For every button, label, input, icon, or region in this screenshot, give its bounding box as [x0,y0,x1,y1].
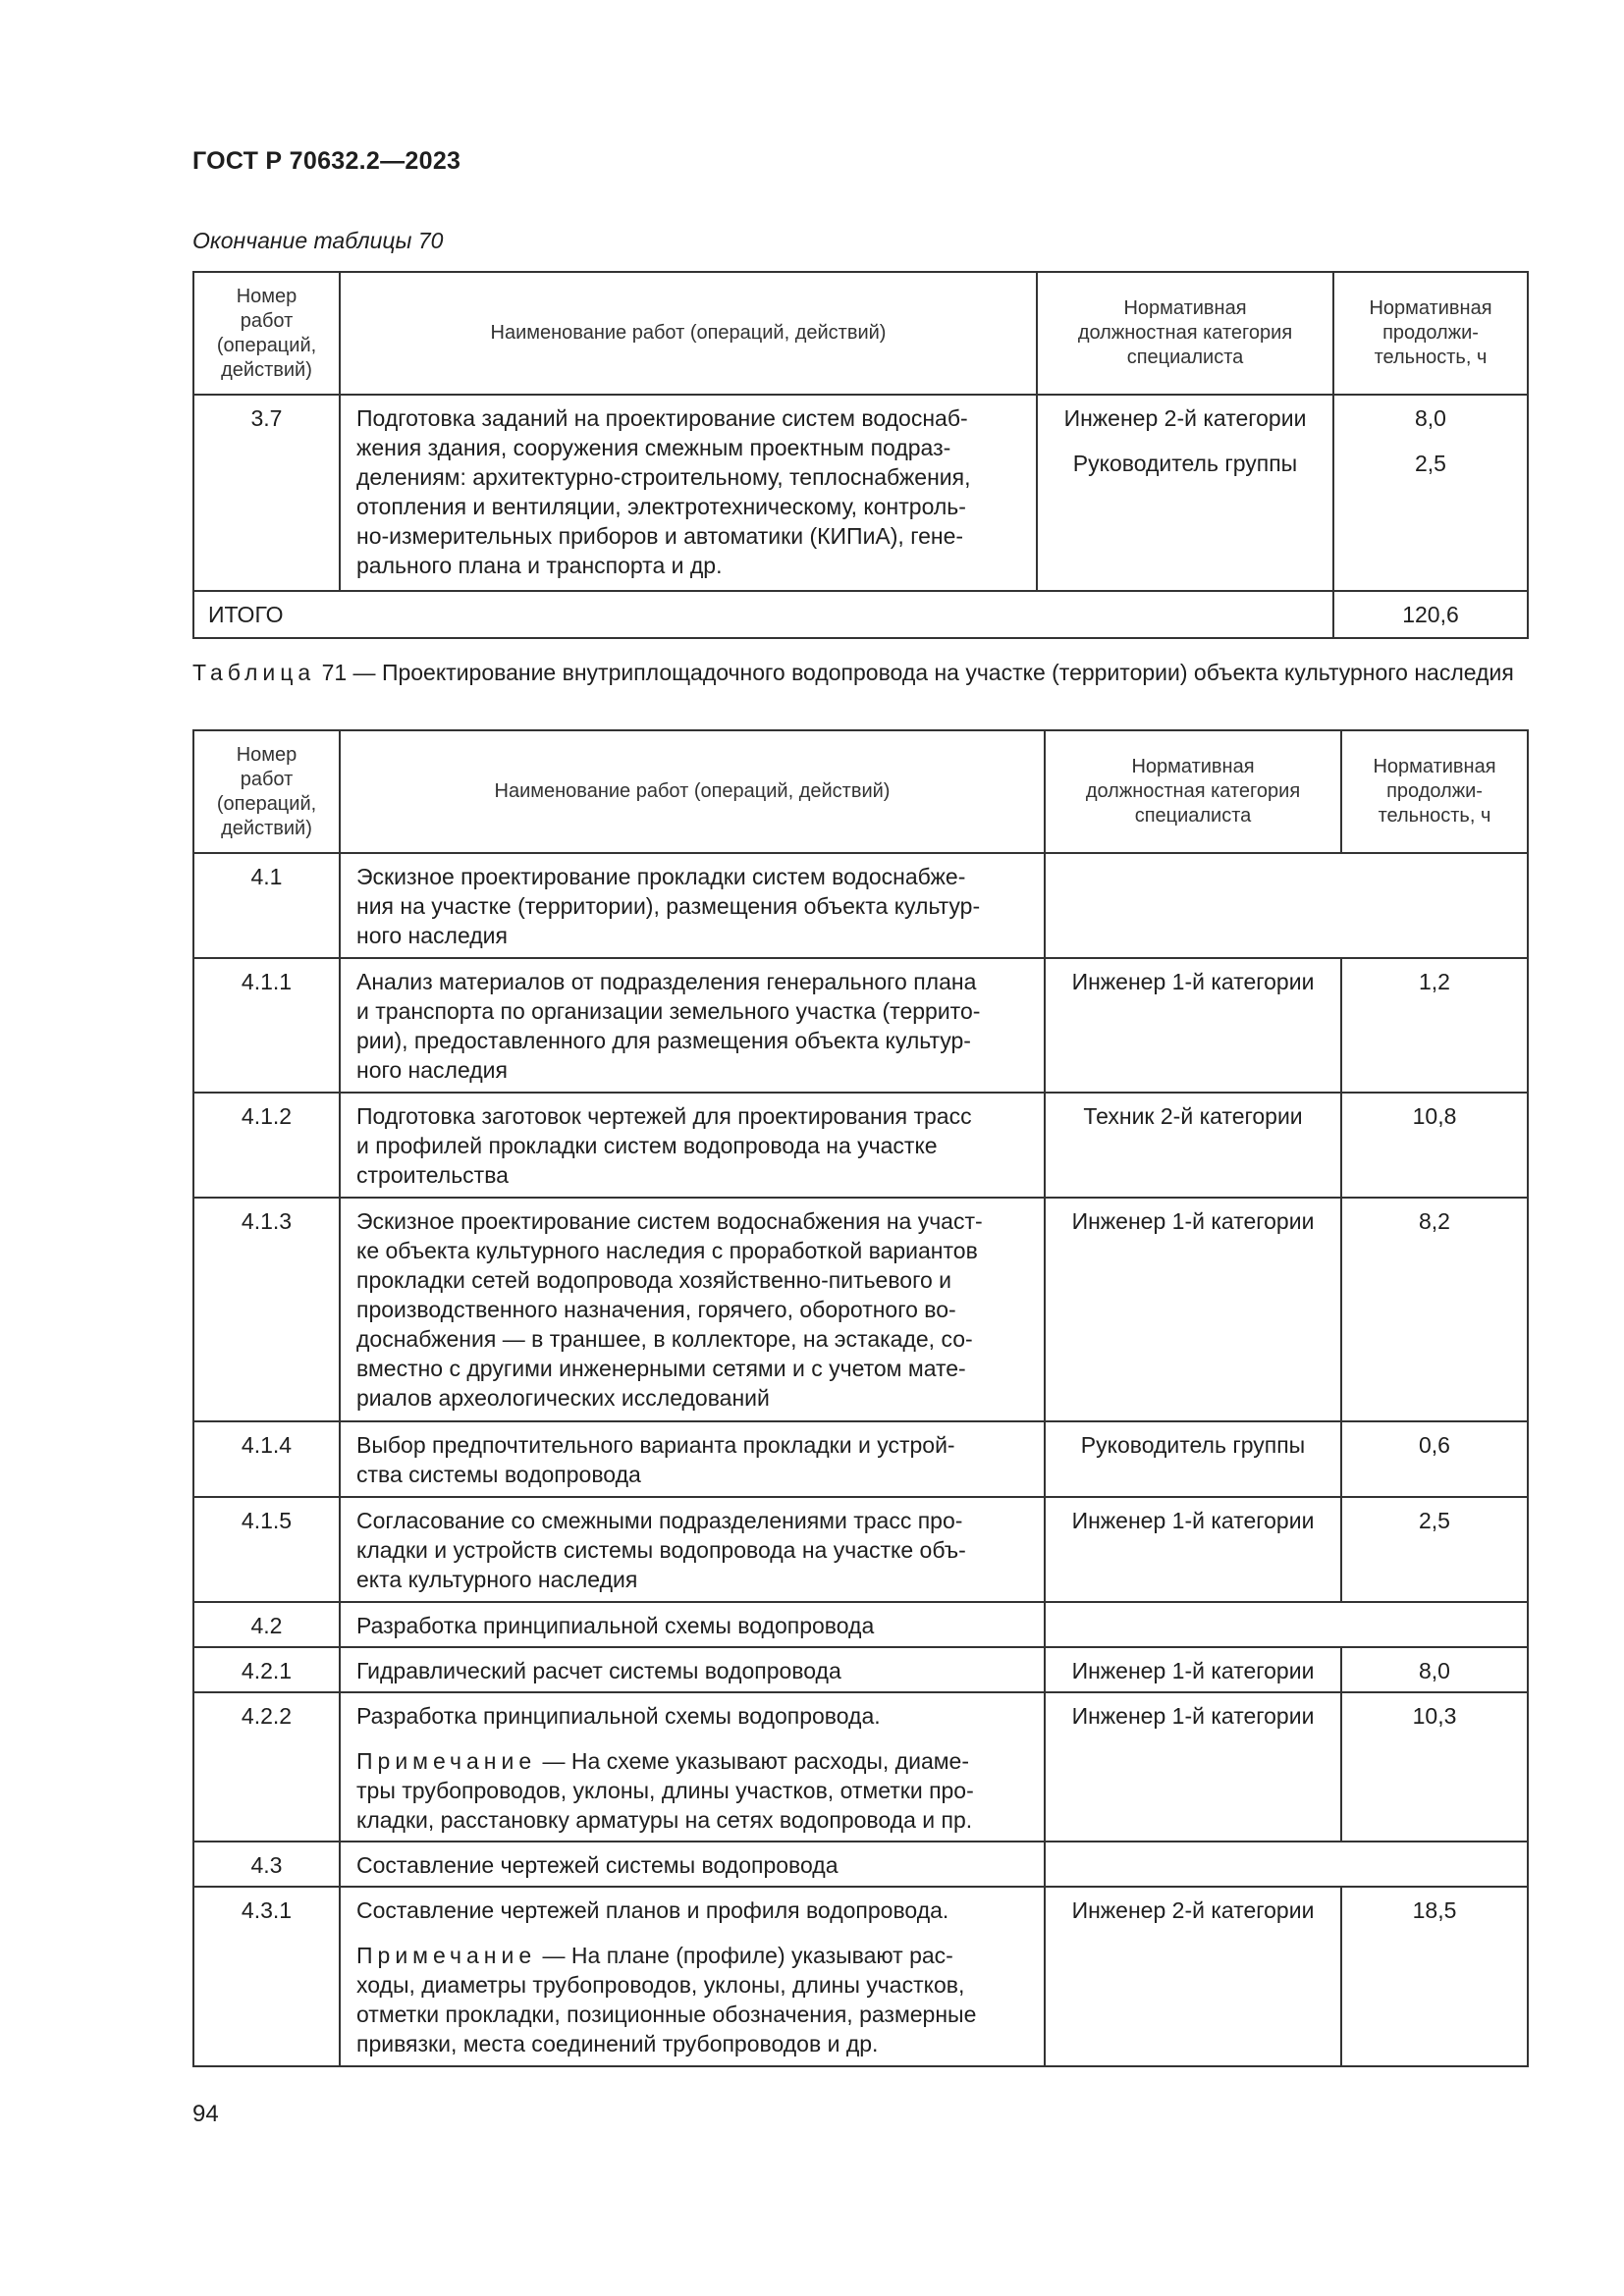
table-row [193,1497,1528,1602]
table-row [193,1692,1528,1842]
row-num: 4.1.4 [193,1421,340,1497]
table-71 [192,729,1529,2067]
row-name: Эскизное проектирование прокладки систем водоснабже- ния на участке (территории), размещения объекта культур- ного наследия [340,853,1045,958]
row-hours: 10,8 [1341,1093,1528,1198]
row-name: Анализ материалов от подразделения генерального плана и транспорта по организации земельного участка (террито- рии), предоставленного для размещения объекта культур- ного наследия [340,958,1045,1093]
table-70 [192,271,1529,639]
row-name: Гидравлический расчет системы водопровода [340,1647,1045,1692]
row-category: Руководитель группы [1045,1421,1341,1497]
row-num: 4.3 [193,1842,340,1887]
table-row [193,1602,1528,1647]
table-header-row [193,272,1528,395]
header-duration: Нормативная продолжи- тельность, ч [1333,272,1528,395]
table-row [193,853,1528,958]
table-row [193,395,1528,591]
table-row [193,1421,1528,1497]
row-empty-cell [1045,853,1528,958]
row-name: Согласование со смежными подразделениями трасс про- кладки и устройств системы водопровода на участке объ- екта культурного наследия [340,1497,1045,1602]
table-row [193,1887,1528,2066]
row-num: 4.1.2 [193,1093,340,1198]
row-hours: 10,3 [1341,1692,1528,1842]
row-num: 4.2.2 [193,1692,340,1842]
row-name: Разработка принципиальной схемы водопровода [340,1602,1045,1647]
total-row [193,591,1528,638]
table-row [193,1198,1528,1421]
table71-caption: Таблица 71 — Проектирование внутриплощадочного водопровода на участке (территории) объекта культурного наследия [192,660,1514,685]
page-number: 94 [192,2101,219,2127]
header-duration: Нормативная продолжи- тельность, ч [1341,730,1528,853]
row-empty-cell [1045,1602,1528,1647]
table70-caption: Окончание таблицы 70 [192,228,444,253]
table-header-row [193,730,1528,853]
row-hours: 2,5 [1341,1497,1528,1602]
row-hours: 8,0 2,5 [1333,395,1528,591]
row-name: Подготовка заданий на проектирование систем водоснаб- жения здания, сооружения смежным проектным подраз- делениям: архитектурно-строительному, теплоснабжения, отопления и вентиляции, электротехническому, контроль- но-измерительных приборов и автоматики (КИПиА), гене- рального плана и транспорта и др. [340,395,1037,591]
row-num: 4.3.1 [193,1887,340,2066]
row-category: Инженер 2-й категории [1045,1887,1341,2066]
table-row [193,1647,1528,1692]
row-name: Разработка принципиальной схемы водопровода. Примечание — На схеме указывают расходы, диаме- тры трубопроводов, уклоны, длины участков, отметки про- кладки, расстановку арматуры на сетях водопровода и пр. [340,1692,1045,1842]
row-name: Подготовка заготовок чертежей для проектирования трасс и профилей прокладки систем водопровода на участке строительства [340,1093,1045,1198]
document-header: ГОСТ Р 70632.2—2023 [192,147,461,175]
table-row [193,1842,1528,1887]
total-value: 120,6 [1333,591,1528,638]
row-category: Инженер 1-й категории [1045,958,1341,1093]
row-hours: 8,0 [1341,1647,1528,1692]
row-category: Инженер 1-й категории [1045,1647,1341,1692]
row-hours: 0,6 [1341,1421,1528,1497]
row-name: Составление чертежей системы водопровода [340,1842,1045,1887]
row-num: 4.2.1 [193,1647,340,1692]
header-name: Наименование работ (операций, действий) [340,272,1037,395]
header-category: Нормативная должностная категория специалиста [1037,272,1333,395]
note: Примечание — На схеме указывают расходы, диаме- [356,1748,970,1774]
row-category: Инженер 1-й категории [1045,1497,1341,1602]
row-hours: 1,2 [1341,958,1528,1093]
header-num: Номер работ (операций, действий) [193,272,340,395]
table-row [193,1093,1528,1198]
row-hours: 18,5 [1341,1887,1528,2066]
row-num: 4.1 [193,853,340,958]
row-name: Эскизное проектирование систем водоснабжения на участ- ке объекта культурного наследия с проработкой вариантов прокладки сетей водопровода хозяйственно-питьевого и производственного назначения, горячего, оборотного во- доснабжения — в траншее, в коллекторе, на эстакаде, со- вместно с другими инженерными сетями и с учетом мате- риалов археологических исследований [340,1198,1045,1421]
row-num: 4.1.1 [193,958,340,1093]
row-num: 4.2 [193,1602,340,1647]
row-num: 3.7 [193,395,340,591]
row-name: Выбор предпочтительного варианта прокладки и устрой- ства системы водопровода [340,1421,1045,1497]
note: Примечание — На плане (профиле) указывают рас- [356,1943,953,1968]
table-row [193,958,1528,1093]
row-num: 4.1.5 [193,1497,340,1602]
row-hours: 8,2 [1341,1198,1528,1421]
row-empty-cell [1045,1842,1528,1887]
row-category: Техник 2-й категории [1045,1093,1341,1198]
header-category: Нормативная должностная категория специалиста [1045,730,1341,853]
row-category: Инженер 1-й категории [1045,1198,1341,1421]
header-name: Наименование работ (операций, действий) [340,730,1045,853]
row-category: Инженер 1-й категории [1045,1692,1341,1842]
row-num: 4.1.3 [193,1198,340,1421]
row-category: Инженер 2-й категории Руководитель группы [1037,395,1333,591]
total-label: ИТОГО [193,591,1333,638]
row-name: Составление чертежей планов и профиля водопровода. Примечание — На плане (профиле) указывают рас- ходы, диаметры трубопроводов, уклоны, длины участков, отметки прокладки, позиционные обозначения, размерные привязки, места соединений трубопроводов и др. [340,1887,1045,2066]
header-num: Номер работ (операций, действий) [193,730,340,853]
